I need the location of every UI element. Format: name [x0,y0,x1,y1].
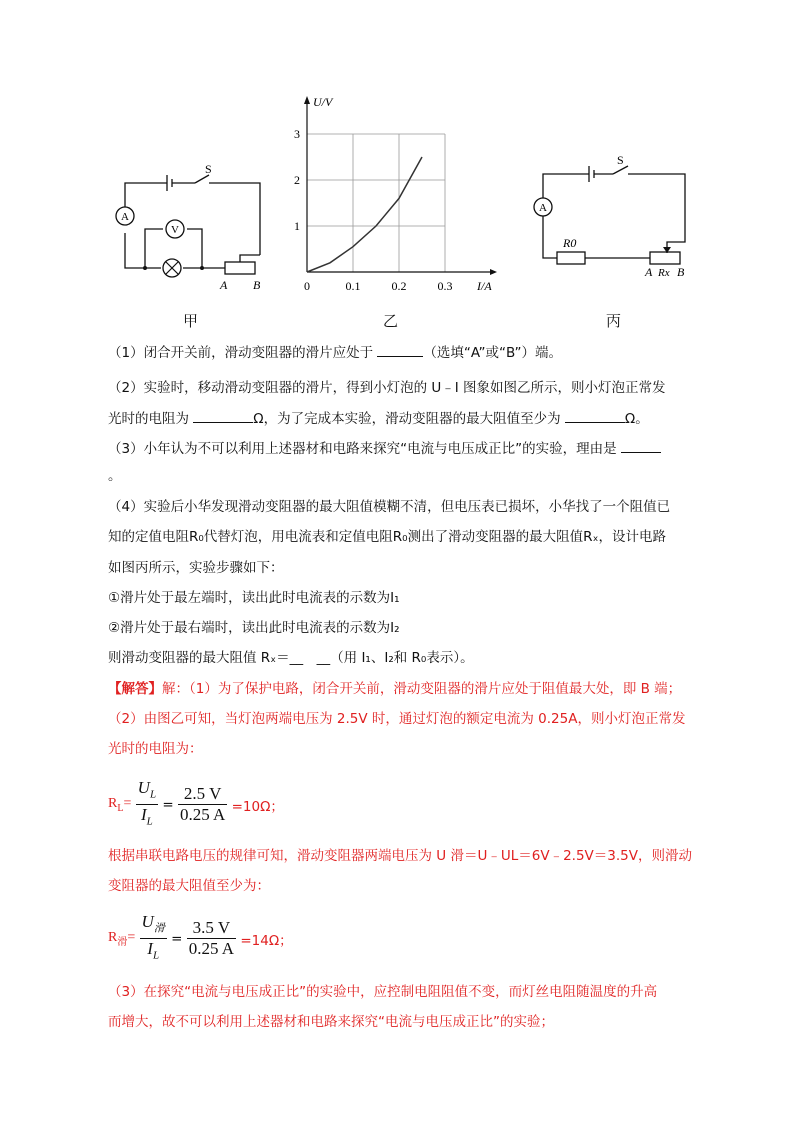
circuit-diagram-bing [525,150,695,285]
equation-rl: $R_L=$ $\frac{U_L}{I_L}$ = $\frac{2.5 V}{0.25 A}$ =10Ω； [108,778,284,828]
y-tick-label: 1 [294,219,300,233]
figure-caption-yi: 乙 [383,312,399,330]
end-b-label: B [677,265,685,279]
answer-blank [621,438,661,453]
y-tick-label: 3 [294,127,300,141]
step-2: ②滑片处于最右端时，读出此时电流表的示数为I₂ [108,620,400,636]
r0-label: R0 [563,236,577,250]
answer-2-line-4: 变阻器的最大阻值至少为： [108,878,270,894]
x-tick-label: 0.2 [391,279,407,293]
y-axis-label: U/V [313,95,333,109]
answer-blank [193,408,253,423]
answer-blank [377,342,423,357]
switch-label: S [617,153,624,167]
ammeter-label: A [121,211,129,223]
x-tick-label: 0.1 [345,279,361,293]
question-4-line-4: 则滑动变阻器的最大阻值 Rₓ＝__ __（用 I₁、I₂和 R₀表示）。 [108,650,474,666]
answer-tag: 【解答】 [108,681,162,697]
figure-caption-bing: 丙 [606,312,622,330]
end-b-label: B [253,278,261,292]
end-a-label: A [645,265,653,279]
equation-r-slide: $R_滑=$ $\frac{U_滑}{I_L}$ = $\frac{3.5 V}{0.25 A}$ =14Ω； [108,912,293,962]
step-1: ①滑片处于最左端时，读出此时电流表的示数为I₁ [108,590,400,606]
answer-3-line-2: 而增大，故不可以利用上述器材和电路来探究“电流与电压成正比”的实验； [108,1014,554,1030]
answer-2-line-2: 光时的电阻为： [108,741,203,757]
answer-3-line-1: （3）在探究“电流与电压成正比”的实验中，应控制电阻阻值不变，而灯丝电阻随温度的升高 [108,984,658,1000]
question-3-line-1: （3）小年认为不可以利用上述器材和电路来探究“电流与电压成正比”的实验，理由是 [108,438,661,459]
u-i-chart [285,92,505,302]
switch-label: S [205,162,212,176]
x-tick-label: 0 [304,279,310,293]
ammeter-label: A [539,202,547,214]
u-i-curve [307,157,422,272]
answer-blank [565,408,625,423]
question-4-line-2: 知的定值电阻R₀代替灯泡，用电流表和定值电阻R₀测出了滑动变阻器的最大阻值Rₓ，设计电路 [108,529,666,545]
question-3-line-2: 。 [108,468,122,484]
answer-2-line-1: （2）由图乙可知，当灯泡两端电压为 2.5V 时，通过灯泡的额定电流为 0.25A，则小灯泡正常发 [108,711,686,727]
x-tick-label: 0.3 [437,279,453,293]
circuit-diagram-jia [105,155,275,295]
answer-2-line-3: 根据串联电路电压的规律可知，滑动变阻器两端电压为 U 滑＝U﹣UL＝6V﹣2.5V＝3.5V，则滑动 [108,848,692,864]
question-1: （1）闭合开关前，滑动变阻器的滑片应处于 （选填“A”或“B”）端。 [108,342,562,363]
answer-1: 【解答】解：（1）为了保护电路，闭合开关前，滑动变阻器的滑片应处于阻值最大处，即 B 端； [108,681,682,697]
figure-caption-jia: 甲 [183,312,199,330]
y-tick-label: 2 [294,173,300,187]
voltmeter-label: V [171,224,179,236]
rx-label: Rx [658,267,670,279]
question-2-line-1: （2）实验时，移动滑动变阻器的滑片，得到小灯泡的 U﹣I 图象如图乙所示，则小灯泡正常发 [108,380,666,396]
question-2-line-2: 光时的电阻为 Ω，为了完成本实验，滑动变阻器的最大阻值至少为 Ω。 [108,408,649,429]
x-axis-label: I/A [477,279,492,293]
end-a-label: A [220,278,228,292]
question-4-line-1: （4）实验后小华发现滑动变阻器的最大阻值模糊不清，但电压表已损坏，小华找了一个阻值已 [108,499,671,515]
question-4-line-3: 如图丙所示，实验步骤如下： [108,560,284,576]
